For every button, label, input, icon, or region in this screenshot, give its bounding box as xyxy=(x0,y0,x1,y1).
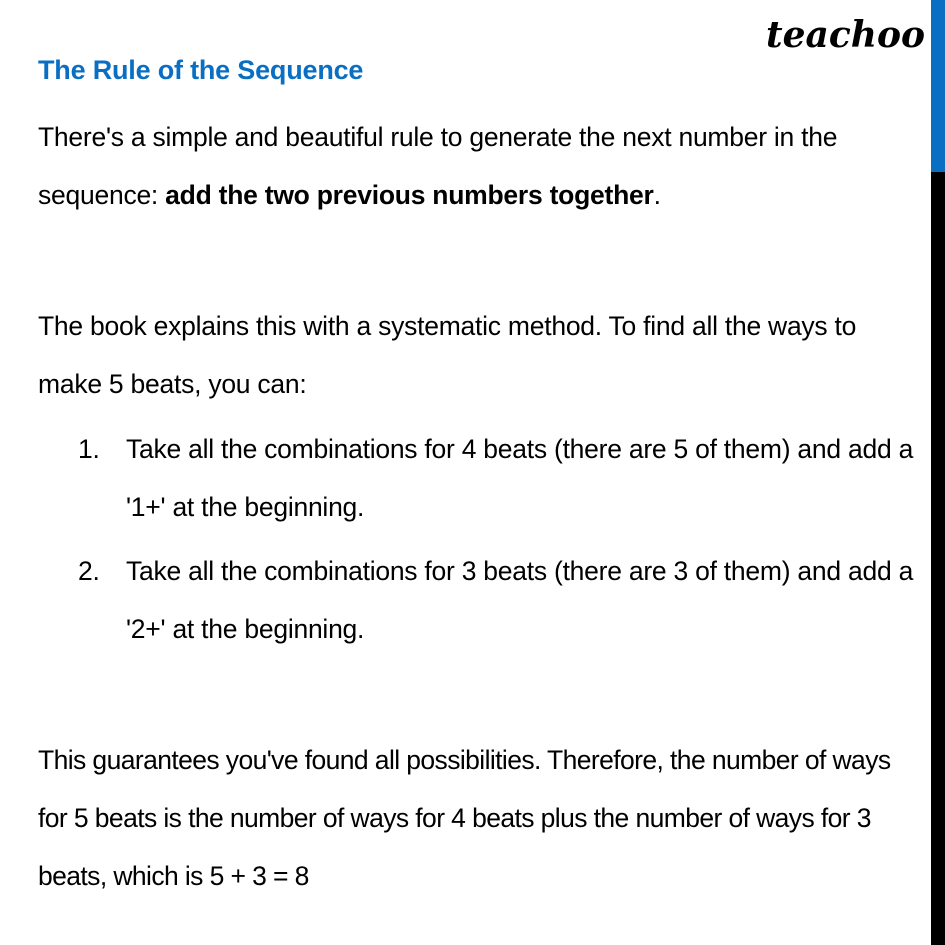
intro-text-end: . xyxy=(653,180,661,210)
list-item-text: Take all the combinations for 4 beats (there are 5 of them) and add a '1+' at the beginning. xyxy=(126,434,914,522)
side-accent-bar-blue xyxy=(931,0,945,172)
intro-text: There's a simple and beautiful rule to generate the next number in the sequence: xyxy=(38,122,838,210)
teachoo-logo: teachoo xyxy=(766,14,925,56)
list-item xyxy=(38,542,918,658)
section-title: The Rule of the Sequence xyxy=(38,55,364,85)
side-accent-bar-black xyxy=(931,172,945,945)
intro-paragraph xyxy=(38,108,918,224)
steps-list xyxy=(38,420,918,664)
list-item-number: 2. xyxy=(78,556,100,586)
method-paragraph: The book explains this with a systematic method. To find all the ways to make 5 beats, you can: xyxy=(38,311,857,399)
list-item xyxy=(38,420,918,536)
list-item-number: 1. xyxy=(78,434,100,464)
list-item-text: Take all the combinations for 3 beats (there are 3 of them) and add a '2+' at the beginning. xyxy=(126,556,914,644)
intro-bold-rule: add the two previous numbers together xyxy=(165,180,654,210)
conclusion-paragraph: This guarantees you've found all possibilities. Therefore, the number of ways for 5 beats is the number of ways for 4 beats plus the number of ways for 3 beats, which is 5 + 3 = 8 xyxy=(38,745,891,891)
